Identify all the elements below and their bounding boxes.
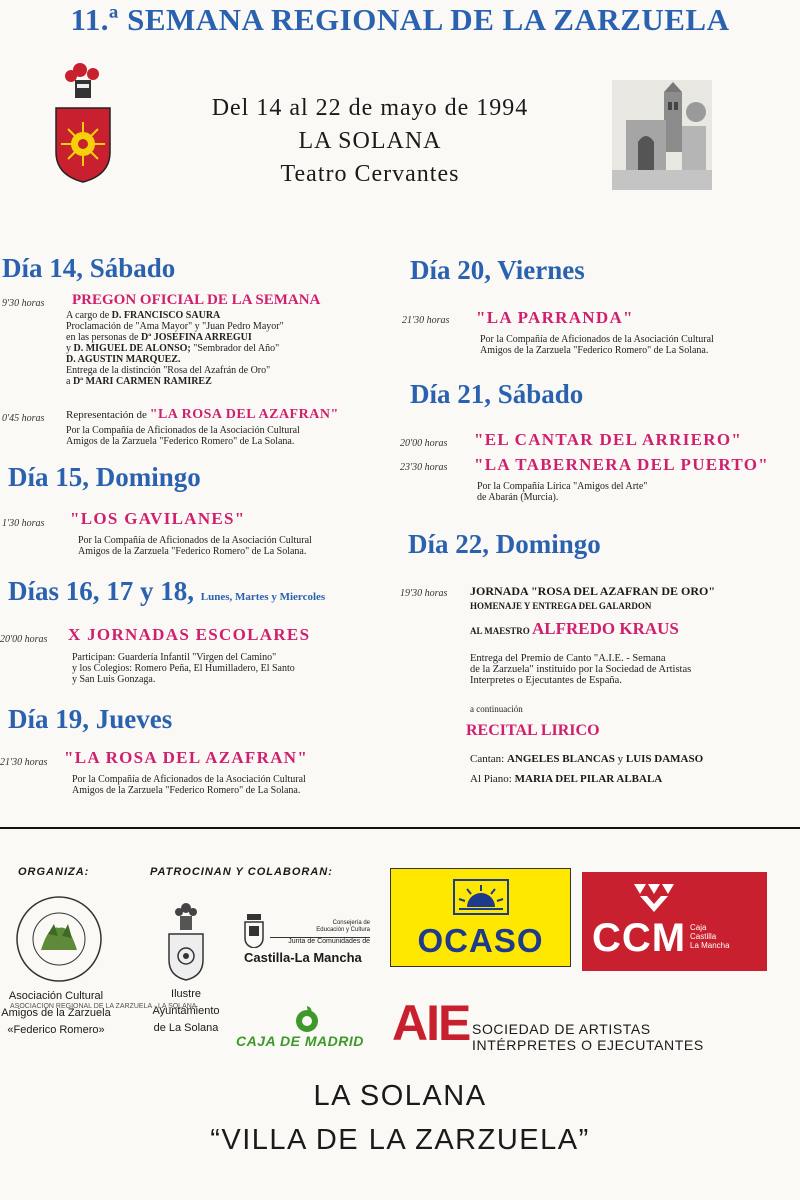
time: 21'30 horas	[402, 315, 450, 326]
event-title: "LOS GAVILANES"	[70, 509, 246, 528]
footer-slogan: “VILLA DE LA ZARZUELA”	[210, 1124, 590, 1156]
continuation-note: a continuación	[470, 704, 523, 714]
event-title: "LA PARRANDA"	[476, 308, 634, 327]
aie-logo	[392, 994, 472, 1064]
poster-title: 11.ª SEMANA REGIONAL DE LA ZARZUELA	[70, 2, 730, 37]
junta-caption-small: Consejería de Educación y Cultura	[316, 920, 370, 933]
association-seal-lettering: ASOCIACION REGIONAL DE LA ZARZUELA · LA SOLANA	[10, 1003, 197, 1010]
event-title: JORNADA "ROSA DEL AZAFRAN DE ORO"	[470, 584, 716, 598]
event-description: Por la Compañía de Aficionados de la Asociación Cultural Amigos de la Zarzuela "Federico Romero" de La Solana.	[72, 774, 306, 796]
event-description: A cargo de D. FRANCISCO SAURA Proclamación de "Ama Mayor" y "Juan Pedro Mayor" en las personas de Dª JOSEFINA ARREGUI y D. MIGUEL DE ALONSO; "Sembrador del Año" D. AGUSTIN MARQUEZ. Entrega de la distinción "Rosa del Azafrán de Oro" a Dª MARI CARMEN RAMIREZ	[66, 310, 284, 387]
event-venue: Teatro Cervantes	[280, 161, 460, 187]
junta-name: Castilla-La Mancha	[244, 950, 362, 965]
ocaso-logo	[390, 868, 571, 967]
organiza-label: ORGANIZA:	[18, 866, 90, 878]
sunrise-icon	[453, 879, 509, 915]
ayuntamiento-caption: Ilustre Ayuntamiento de La Solana	[152, 988, 220, 1034]
day-20-heading: Día 20, Viernes	[410, 255, 585, 285]
caja-madrid-icon	[292, 1004, 322, 1034]
ayuntamiento-crest-icon	[165, 900, 207, 982]
recital-title: RECITAL LIRICO	[466, 722, 600, 739]
footer-town: LA SOLANA	[313, 1080, 487, 1112]
patrocinan-label: PATROCINAN Y COLABORAN:	[150, 866, 333, 878]
event-description: Por la Compañía de Aficionados de la Asociación Cultural Amigos de la Zarzuela "Federico Romero" de La Solana.	[78, 535, 312, 557]
event-title: "EL CANTAR DEL ARRIERO"	[474, 430, 743, 449]
aie-name: SOCIEDAD DE ARTISTAS INTÉRPRETES O EJECUTANTES	[472, 1021, 704, 1053]
event-description: Por la Compañía Lírica "Amigos del Arte" de Abarán (Murcia).	[477, 481, 648, 503]
church-photo	[612, 80, 712, 190]
event-description: Entrega del Premio de Canto "A.I.E. - Semana de la Zarzuela" instituido por la Sociedad de Artistas Interpretes o Ejecutantes de España.	[470, 653, 692, 686]
time: 0'45 horas	[2, 413, 45, 424]
day-14-heading: Día 14, Sábado	[2, 253, 176, 283]
time: 20'00 horas	[0, 634, 48, 645]
day-19-heading: Día 19, Jueves	[8, 704, 173, 734]
event-title: "LA TABERNERA DEL PUERTO"	[474, 455, 769, 474]
day-21-heading: Día 21, Sábado	[410, 379, 584, 409]
time: 21'30 horas	[0, 757, 48, 768]
junta-caption: Junta de Comunidades de	[270, 937, 370, 945]
singers: Cantan: ANGELES BLANCAS y LUIS DAMASO	[470, 753, 704, 765]
ocaso-wordmark: OCASO	[417, 922, 544, 959]
day-16-heading: Días 16, 17 y 18, Lunes, Martes y Miercoles	[8, 576, 326, 606]
event-description: Participan: Guardería Infantil "Virgen del Camino" y los Colegios: Romero Peña, El Humilladero, El Santo y San Luis Gonzaga.	[72, 652, 295, 685]
association-seal-icon	[14, 894, 104, 984]
day-22-heading: Día 22, Domingo	[408, 529, 601, 559]
event-town: LA SOLANA	[298, 128, 442, 154]
junta-logo-icon	[244, 912, 264, 948]
aie-logo-letters: AIE	[392, 995, 470, 1051]
pianist: Al Piano: MARIA DEL PILAR ALBALA	[470, 773, 663, 785]
ccm-emblem-icon	[630, 880, 678, 914]
time: 1'30 horas	[2, 518, 45, 529]
ccm-caption: Caja Castilla La Mancha	[690, 923, 730, 950]
event-title: X JORNADAS ESCOLARES	[68, 625, 311, 644]
ccm-wordmark: CCM	[592, 916, 687, 960]
section-divider	[0, 827, 800, 829]
event-info	[150, 92, 590, 191]
event-title: PREGON OFICIAL DE LA SEMANA	[72, 292, 321, 308]
event-dates: Del 14 al 22 de mayo de 1994	[211, 95, 529, 121]
event-description: Por la Compañía de Aficionados de la Asociación Cultural Amigos de la Zarzuela "Federico Romero" de La Solana.	[66, 425, 300, 447]
event-description: Por la Compañía de Aficionados de la Asociación Cultural Amigos de la Zarzuela "Federico Romero" de La Solana.	[480, 334, 714, 356]
time: 23'30 horas	[400, 462, 448, 473]
event-honoree: AL MAESTRO ALFREDO KRAUS	[470, 619, 679, 638]
day-15-heading: Día 15, Domingo	[8, 462, 201, 492]
event-title: "LA ROSA DEL AZAFRAN"	[64, 748, 309, 767]
time: 19'30 horas	[400, 588, 448, 599]
caja-madrid-wordmark: CAJA DE MADRID	[236, 1033, 364, 1049]
event-title: Representación de "LA ROSA DEL AZAFRAN"	[66, 407, 339, 422]
time: 9'30 horas	[2, 298, 45, 309]
coat-of-arms-icon	[48, 60, 118, 185]
association-caption: Asociación Cultural Amigos de la Zarzuela «Federico Romero»	[1, 990, 111, 1036]
event-subtitle: HOMENAJE Y ENTREGA DEL GALARDON	[470, 601, 652, 611]
ccm-logo	[582, 872, 767, 971]
time: 20'00 horas	[400, 438, 448, 449]
